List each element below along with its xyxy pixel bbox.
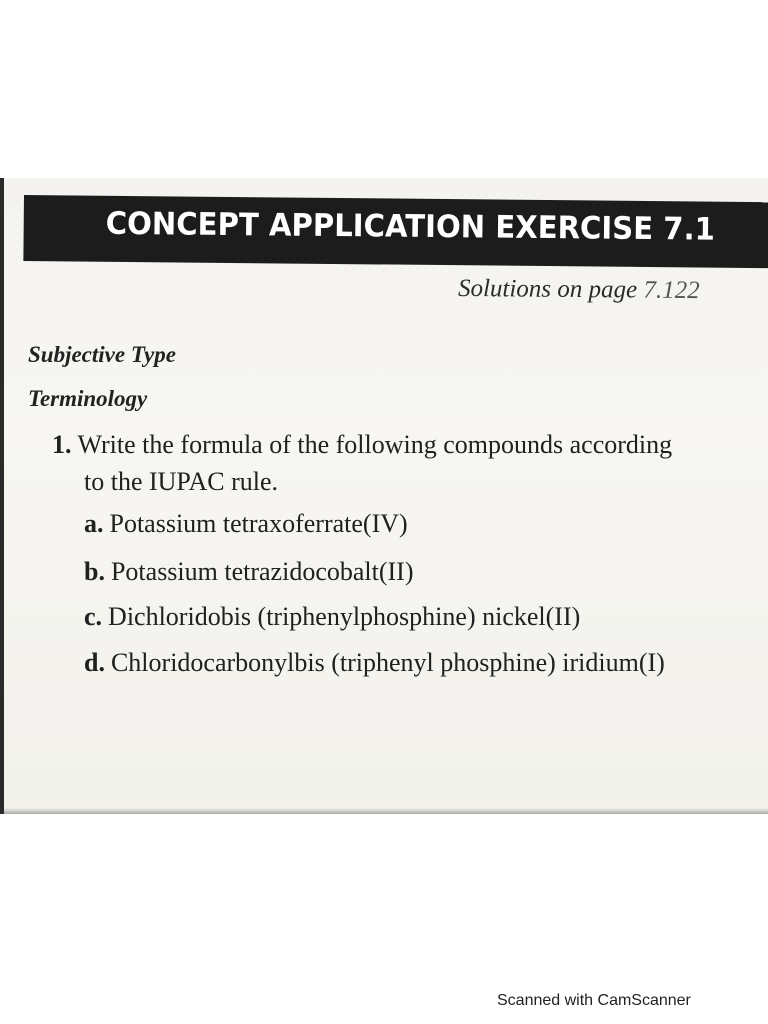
option-b	[84, 557, 414, 587]
subjective-type-heading: Subjective Type	[28, 342, 176, 367]
solutions-text: Solutions on page	[457, 274, 638, 304]
option-label: b.	[84, 557, 105, 586]
solutions-reference	[458, 275, 700, 305]
question-text-line1: Write the formula of the following compounds according	[77, 430, 673, 459]
question-number: 1.	[52, 430, 72, 459]
question-1	[52, 426, 768, 500]
option-a	[84, 509, 408, 539]
option-text: Chloridocarbonylbis (triphenyl phosphine) iridium(I)	[110, 648, 665, 677]
option-text: Dichloridobis (triphenylphosphine) nickel(II)	[108, 602, 581, 631]
exercise-banner	[23, 195, 768, 268]
option-c	[84, 602, 580, 632]
camscanner-watermark: Scanned with CamScanner	[497, 992, 691, 1009]
option-d	[84, 648, 665, 678]
option-text: Potassium tetraxoferrate(IV)	[109, 509, 408, 538]
solutions-page-number: 7.122	[643, 276, 700, 305]
question-text-line2: to the IUPAC rule.	[84, 467, 279, 496]
option-label: c.	[84, 602, 103, 631]
option-text: Potassium tetrazidocobalt(II)	[110, 557, 414, 586]
terminology-heading: Terminology	[28, 386, 148, 411]
exercise-title: CONCEPT APPLICATION EXERCISE 7.1	[105, 205, 716, 248]
option-label: a.	[84, 509, 104, 538]
option-label: d.	[84, 648, 105, 677]
scanned-page	[0, 178, 768, 814]
